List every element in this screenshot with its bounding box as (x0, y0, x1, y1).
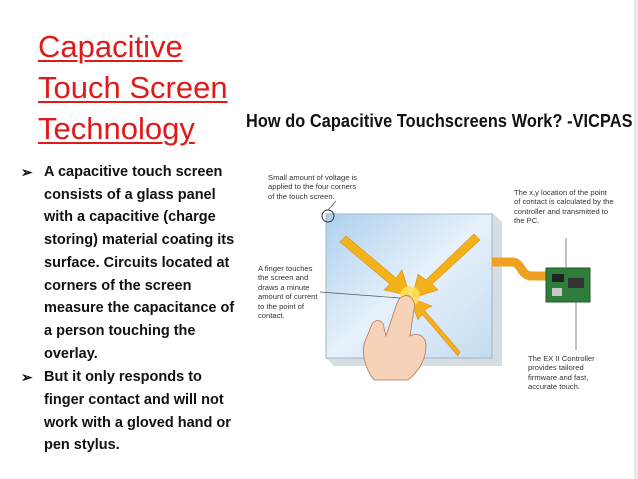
bullet-text: A capacitive touch screen consists of a glass panel with a capacitive (charge storing) material coating its surface. Circuits located at corners of the screen measure the capacitance of a person touching the overlay. (44, 164, 235, 362)
touchscreen-diagram (250, 160, 638, 470)
arrow-bullet-icon: ➢ (21, 164, 33, 180)
title-line-1: Capacitive (38, 29, 183, 64)
bullet-item (21, 161, 243, 365)
board-chip (568, 278, 584, 288)
board-chip (552, 274, 564, 282)
callout-controller: The EX II Controller provides tailored firmware and fast, accurate touch. (528, 354, 595, 392)
diagram-heading: How do Capacitive Touchscreens Work? -VICPAS (246, 110, 633, 131)
bullet-item (21, 366, 243, 457)
board-connector (552, 288, 562, 296)
callout-xy-location: The x,y location of the point of contact is calculated by the controller and transmitted to the PC. (514, 188, 614, 226)
arrow-bullet-icon: ➢ (21, 369, 33, 386)
bullet-list (21, 161, 243, 458)
title-line-2: Touch Screen (38, 70, 228, 105)
title-line-3: Technology (38, 111, 195, 146)
callout-voltage: Small amount of voltage is applied to the four corners of the touch screen. (268, 173, 358, 201)
voltage-leader-line (328, 201, 336, 210)
bullet-text: But it only responds to finger contact and will not work with a gloved hand or pen stylus. (44, 369, 231, 454)
slide-title (38, 26, 248, 149)
callout-finger: A finger touches the screen and draws a minute amount of current to the point of contact. (258, 264, 318, 321)
